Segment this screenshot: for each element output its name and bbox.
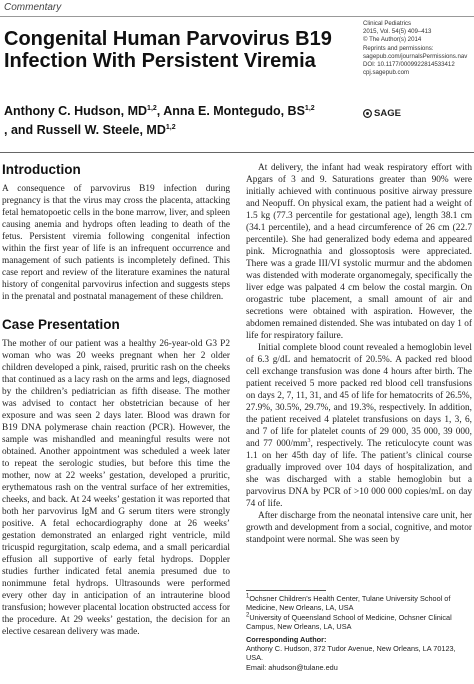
affiliations — [246, 594, 472, 672]
section-divider — [0, 152, 474, 153]
article-title: Congenital Human Parvovirus B19 Infection With Persistent Viremia — [4, 28, 332, 72]
publisher-name: SAGE — [374, 108, 401, 119]
unit-superscript: 3 — [307, 437, 311, 444]
journal-name: Clinical Pediatrics — [363, 20, 412, 27]
case-presentation-heading: Case Presentation — [2, 317, 120, 332]
author-3-affil: 1,2 — [165, 123, 176, 131]
delivery-paragraph: At delivery, the infant had weak respiratory effort with Apgars of 3 and 9. Saturations greater than 90% were initially achieved with continuous positive airway pressure and Neopuff. On physical exam, the patient had a weight of 1.5 kg (77.3 percentile for gestational age), length 38.1 cm (34.1 percentile), and a head circumference of 26 cm (22.7 percentile). She had generalized body edema and appeared pink. Micrognathia and glossoptosis were appreciated. There was a grade III/VI systolic murmur and the abdomen was distended with moderate organomegaly, specifically the liver edge was palpated 4 cm below the costal margin. On orogastric tube placement, a small amount of air and secretions were obtained with aspiration. However, the abdomen remained distended. She was intubated on day 1 of life for respiratory failure. — [246, 163, 472, 341]
author-list — [4, 102, 344, 140]
corresponding-author-label: Corresponding Author: — [246, 634, 327, 644]
affiliation-2 — [246, 613, 472, 632]
journal-site[interactable]: cpj.sagepub.com — [363, 69, 410, 77]
reprints-link[interactable]: sagepub.com/journalsPermissions.nav — [363, 52, 468, 60]
transfusion-paragraph — [246, 342, 472, 510]
transfusion-text-b: , respectively. The reticulocyte count was 1.1 on her 45th day of life. The patient’s clinical course gradually improved over 104 days of hospitalization, and she was discharged with a stable hemoglobin but a parvovirus DNA by PCR of >10 000 000 copies/mL on day 74 of life. — [246, 439, 472, 509]
author-1-affil: 1,2 — [147, 104, 157, 112]
affiliation-1 — [246, 594, 472, 613]
journal-meta — [363, 20, 473, 77]
author-2: , Anna E. Montegudo, BS — [156, 104, 305, 118]
corresponding-email[interactable]: Email: ahudson@tulane.edu — [246, 662, 338, 672]
author-3: , and Russell W. Steele, MD — [4, 123, 166, 137]
doi[interactable]: DOI: 10.1177/0009922814533412 — [363, 61, 455, 69]
footnote-rule — [246, 590, 326, 591]
affiliation-2-marker: 2 — [246, 612, 250, 619]
affiliation-1-text: Ochsner Children’s Health Center, Tulane University School of Medicine, New Orleans, LA, USA — [246, 594, 451, 613]
affiliation-1-marker: 1 — [246, 593, 250, 600]
introduction-heading: Introduction — [2, 162, 81, 177]
left-column — [2, 162, 230, 638]
publisher-logo — [363, 108, 401, 119]
transfusion-text-a: Initial complete blood count revealed a hemoglobin level of 6.3 g/dL and hematocrit of 20.5%. A packed red blood cell exchange transfusion was done 4 hours after birth. The patient received 5 more packed red blood cell transfusions on days 2, 7, 11, 31, and 45 of life for hematocrits of 26.5%, 27.9%, 30.5%, 29.7%, and 19.3%, respectively. In addition, the patient received 4 platelet transfusions on days 1, 3, 6, and 7 of life for platelet counts of 29 000, 35 000, 39 000, and 77 000/mm — [246, 343, 472, 449]
copyright: © The Author(s) 2014 — [363, 36, 422, 44]
introduction-paragraph: A consequence of parvovirus B19 infection during pregnancy is that the virus may cross the placenta, attacking fetal hematopoetic cells in the bone marrow, liver, and spleen causing anemia and hydrops often leading to death of the fetus. Persistent viremia following congenital infection within the first year of life is an infrequent occurrence and management of such patients is incompletely defined. This case report and review of the literature examines the natural history of congenital parvovirus infection and suggests steps in the prenatal and postnatal management of these children. — [2, 184, 231, 302]
corresponding-address: Anthony C. Hudson, 372 Tudor Avenue, New Orleans, LA 70123, USA. — [246, 644, 456, 663]
case-presentation-paragraph: The mother of our patient was a healthy 26-year-old G3 P2 woman who was 20 weeks pregnant when her 2 older children developed a pink, raised, pruritic rash on the cheeks that continued as a lacy rash on the arms and legs, diagnosed by the children’s pediatrician as fifth disease. The mother was advised to contact her obstetrician because of her exposure and was seen 2 days later. Blood was drawn for B19 DNA polymerase chain reaction (PCR). However, the sample was mishandled and meaningful results were not obtained. Another appointment was scheduled a week later to repeat the serologic studies, but before this time the mother, now at 22 weeks’ gestation, developed a pruritic, erythematous rash on the ventral surface of her extremities, cheeks, and back. At 24 weeks’ gestation it was reported that both her parvovirus IgM and G serum titers were strongly positive. A fetal echocardiography done at 26 weeks’ gestation demonstrated an enlarged right ventricle, mild tricuspid regurgitation, scalp edema, and a small pericardial effusion all supportive of early fetal hydrops. Doppler studies further indicated fetal anemia presumed due to nonimmune fetal hydrops. Ultrasounds were performed every other day in anticipation of an intrauterine blood transfusion; however placental location obstructed access for the procedure. At 29 weeks’ gestation, the decision for an elective cesarean delivery was made. — [2, 339, 230, 637]
right-column — [246, 162, 472, 546]
author-1: Anthony C. Hudson, MD — [4, 104, 148, 118]
reprints-label: Reprints and permissions: — [363, 44, 434, 52]
sage-logo-icon — [363, 109, 372, 118]
affiliation-2-text: University of Queensland School of Medicine, Ochsner Clinical Campus, New Orleans, LA, USA — [246, 612, 452, 632]
discharge-paragraph: After discharge from the neonatal intensive care unit, her growth and development from a social, cognitive, and motor standpoint were normal. She was seen by — [246, 511, 472, 545]
section-tag: Commentary — [4, 2, 62, 13]
journal-volume: 2015, Vol. 54(5) 409–413 — [363, 28, 432, 36]
header-rule — [0, 16, 474, 17]
author-2-affil: 1,2 — [304, 104, 315, 112]
